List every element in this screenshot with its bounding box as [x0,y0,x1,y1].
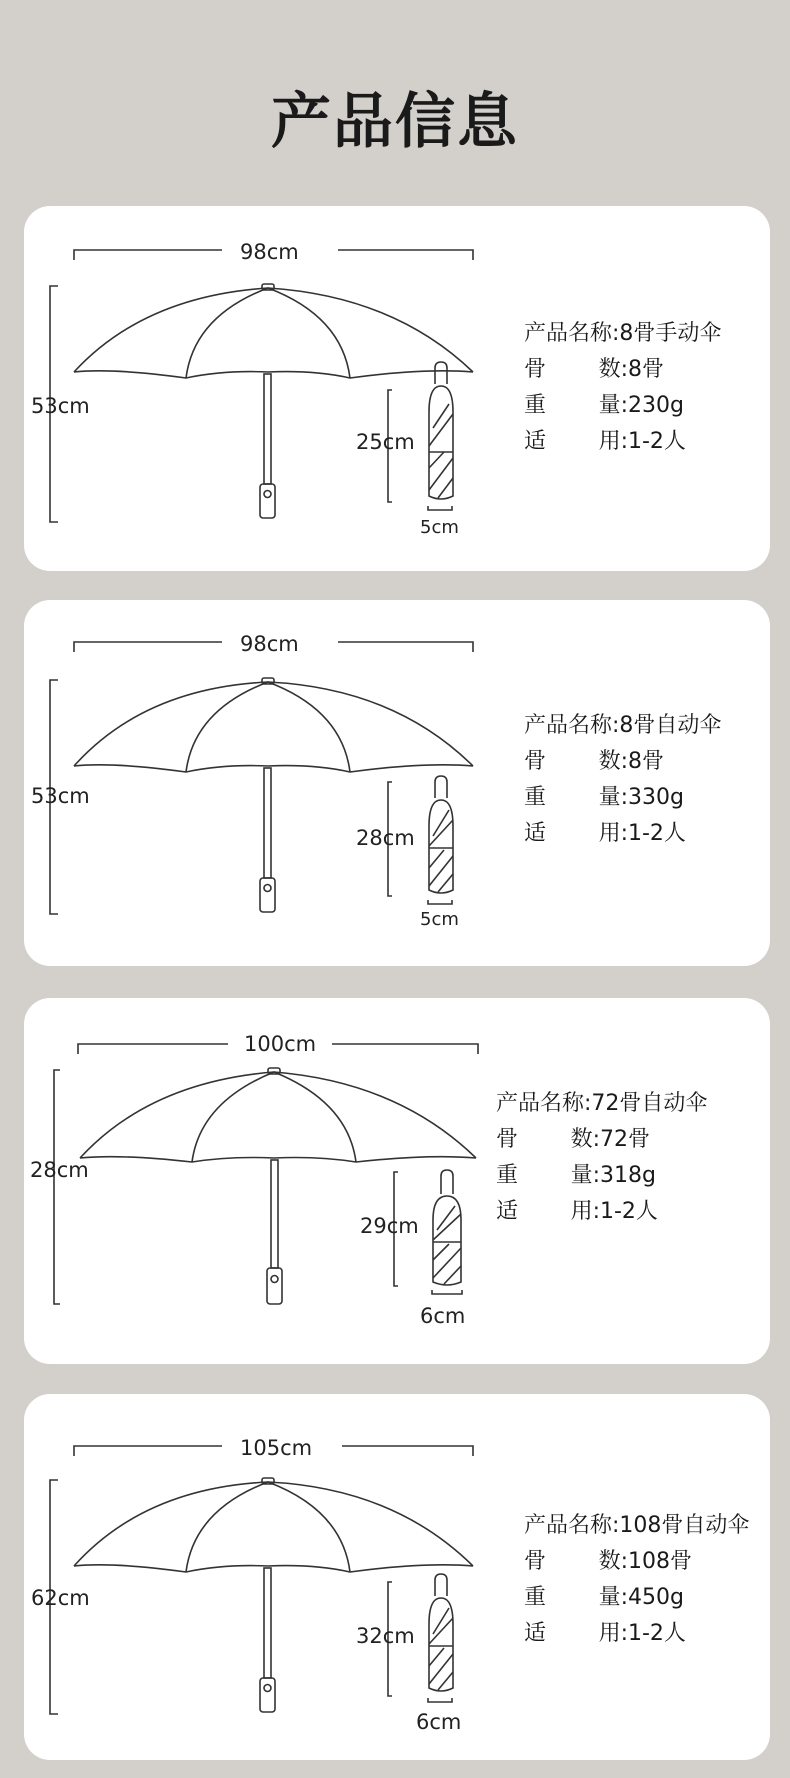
width-label: 98cm [240,632,299,656]
spec-usage: 适 用: 1-2人 [496,1199,658,1224]
spec-ribs: 骨 数: 8骨 [524,749,664,774]
spec-ribs: 骨 数: 8骨 [524,357,664,382]
width-label: 98cm [240,240,299,264]
folded-width-label: 5cm [420,517,459,538]
width-label: 105cm [240,1436,313,1460]
height-label: 53cm [31,784,90,808]
spec-name: 产品名称: 8骨自动伞 [524,713,722,738]
product-card [24,600,770,966]
folded-width-label: 6cm [416,1710,462,1734]
spec-name: 产品名称: 72骨自动伞 [496,1091,708,1116]
folded-length-label: 32cm [356,1624,415,1648]
height-label: 53cm [31,394,90,418]
page-title: 产品信息 [271,87,519,157]
spec-weight: 重 量: 450g [524,1585,684,1610]
spec-list [496,1086,707,1230]
spec-ribs: 骨 数: 108骨 [524,1549,692,1574]
folded-length-label: 28cm [356,826,415,850]
spec-usage: 适 用: 1-2人 [524,429,686,454]
spec-ribs: 骨 数: 72骨 [496,1127,650,1152]
spec-list [524,1508,749,1652]
folded-length-label: 25cm [356,430,415,454]
spec-weight: 重 量: 330g [524,785,684,810]
spec-list [524,316,721,460]
spec-weight: 重 量: 230g [524,393,684,418]
spec-list [524,708,721,852]
folded-width-label: 5cm [420,909,459,930]
spec-name: 产品名称: 8骨手动伞 [524,321,722,346]
product-card [24,1394,770,1760]
spec-name: 产品名称: 108骨自动伞 [524,1513,750,1538]
width-label: 100cm [244,1032,317,1056]
height-label: 28cm [30,1158,89,1182]
height-label: 62cm [31,1586,90,1610]
spec-usage: 适 用: 1-2人 [524,1621,686,1646]
folded-length-label: 29cm [360,1214,419,1238]
folded-width-label: 6cm [420,1304,466,1328]
spec-weight: 重 量: 318g [496,1163,656,1188]
product-card [24,206,770,571]
spec-usage: 适 用: 1-2人 [524,821,686,846]
product-card [24,998,770,1364]
